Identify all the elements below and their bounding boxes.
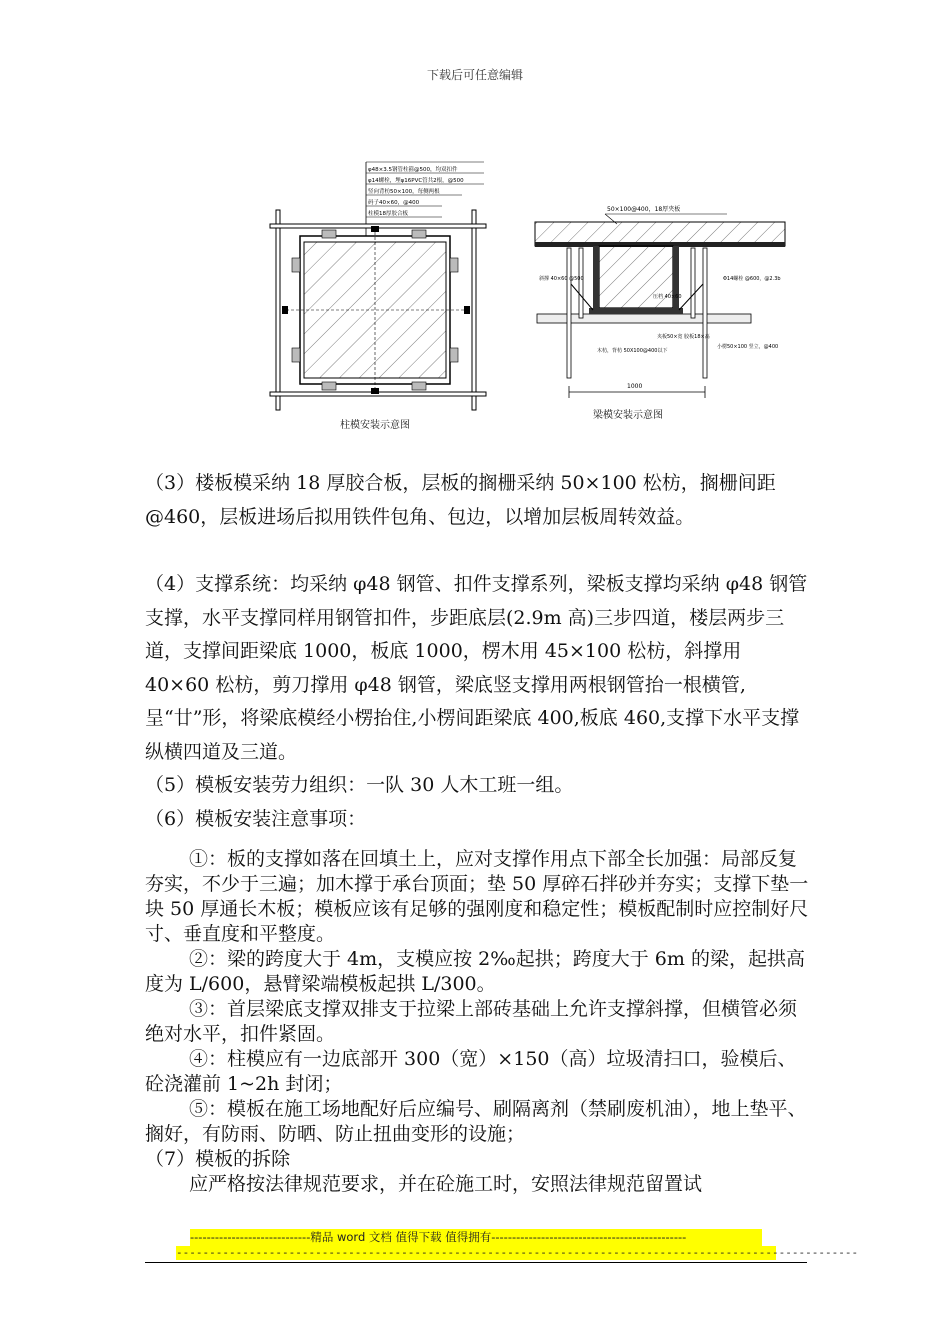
header-note: 下载后可任意编辑 xyxy=(426,68,523,82)
paragraph-3: （3）楼板模采纳 18 厚胶合板，层板的搁栅采纳 50×100 松枋，搁栅间距@460，层板进场后拟用铁件包角、包边，以增加层板周转效益。 xyxy=(145,472,776,528)
column-label-2: φ14螺栓，埋φ16PVC管共2根，@500 xyxy=(368,178,464,184)
paragraph-6: （6）模板安装注意事项： xyxy=(145,808,367,830)
beam-figure-caption: 梁模安装示意图 xyxy=(593,410,663,421)
note-item-4: ④：柱模应有一边底部开 300（宽）×150（高）垃圾清扫口，验模后、砼浇灌前 1~2h 封闭； xyxy=(145,1048,797,1095)
paragraph-7-text: 应严格按法律规范要求，并在砼施工时，安照法律规范留置试 xyxy=(189,1173,703,1195)
note-item-2: ②：梁的跨度大于 4m，支模应按 2‰起拱；跨度大于 6m 的梁，起拱高度为 L/600，悬臂梁端模板起拱 L/300。 xyxy=(145,948,805,995)
footer-dashes: ------------------------------------------------------------------------------------------------------- xyxy=(176,1246,859,1259)
column-label-4: 码子40×60，@400 xyxy=(368,200,420,206)
beam-right-label-1: Φ14螺栓 @600，@2.3b xyxy=(723,276,781,282)
paragraph-7: （7）模板的拆除 xyxy=(145,1148,291,1170)
paragraph-5: （5）模板安装劳力组织：一队 30 人木工班一组。 xyxy=(145,774,574,796)
column-label-1: φ48×3.5钢管柱箍@500，均双扣件 xyxy=(368,167,458,173)
beam-right-label-2: 压档 40×60 xyxy=(653,294,682,300)
note-item-1: ①：板的支撑如落在回填土上，应对支撑作用点下部全长加强：局部反复夯实，不少于三遍；加木撑于承台顶面；垫 50 厚碎石拌砂并夯实；支撑下垫一块 50 厚通长木板；模板应该有足够的强刚度和稳定性；模板配制时应控制好尺寸、垂直度和平整度。 xyxy=(145,848,809,945)
column-label-5: 柱模18厚胶合板 xyxy=(368,211,408,217)
beam-bottom-label: 木枋，背枋 50X100@400以下 xyxy=(597,348,668,354)
beam-dimension: 1000 xyxy=(627,383,643,390)
footer-rule xyxy=(145,1262,807,1263)
beam-formwork-figure xyxy=(527,198,793,430)
note-item-5: ⑤：模板在施工场地配好后应编号、刷隔离剂（禁刷废机油），地上垫平、搁好，有防雨、防晒、防止扭曲变形的设施； xyxy=(145,1098,807,1145)
column-figure-caption: 柱模安装示意图 xyxy=(340,420,410,431)
footer-banner: -----------------------------精品 word 文档 值得下载 值得拥有----------------------------------------------- xyxy=(190,1229,762,1246)
paragraph-4: （4）支撑系统：均采纳 φ48 钢管、扣件支撑系列，梁板支撑均采纳 φ48 钢管支撑，水平支撑同样用钢管扣件，步距底层(2.9m 高)三步四道，楼层两步三道，支撑间距梁底 1000，板底 1000，楞木用 45×100 松枋，斜撑用 40×60 松枋，剪刀撑用 φ48 钢管，梁底竖支撑用两根钢管抬一根横管,呈“廿”形，将梁底模经小楞抬住,小楞间距梁底 400,板底 460,支撑下水平支撑纵横四道及三道。 xyxy=(145,573,808,763)
beam-right-label-4: 小楞50×100 竖立，@400 xyxy=(717,344,779,350)
beam-top-label: 50×100@400，18厚夹板 xyxy=(607,206,681,213)
beam-right-label-3: 夹板50×宽 胶板18×高 xyxy=(657,334,710,340)
column-formwork-figure xyxy=(262,158,494,430)
beam-left-label: 斜撑 40×60 @500 xyxy=(539,276,584,282)
column-label-3: 竖向背枋50×100，每侧两根 xyxy=(368,189,440,195)
note-item-3: ③：首层梁底支撑双排支于拉梁上部砖基础上允许支撑斜撑，但横管必须绝对水平，扣件紧固。 xyxy=(145,998,798,1045)
